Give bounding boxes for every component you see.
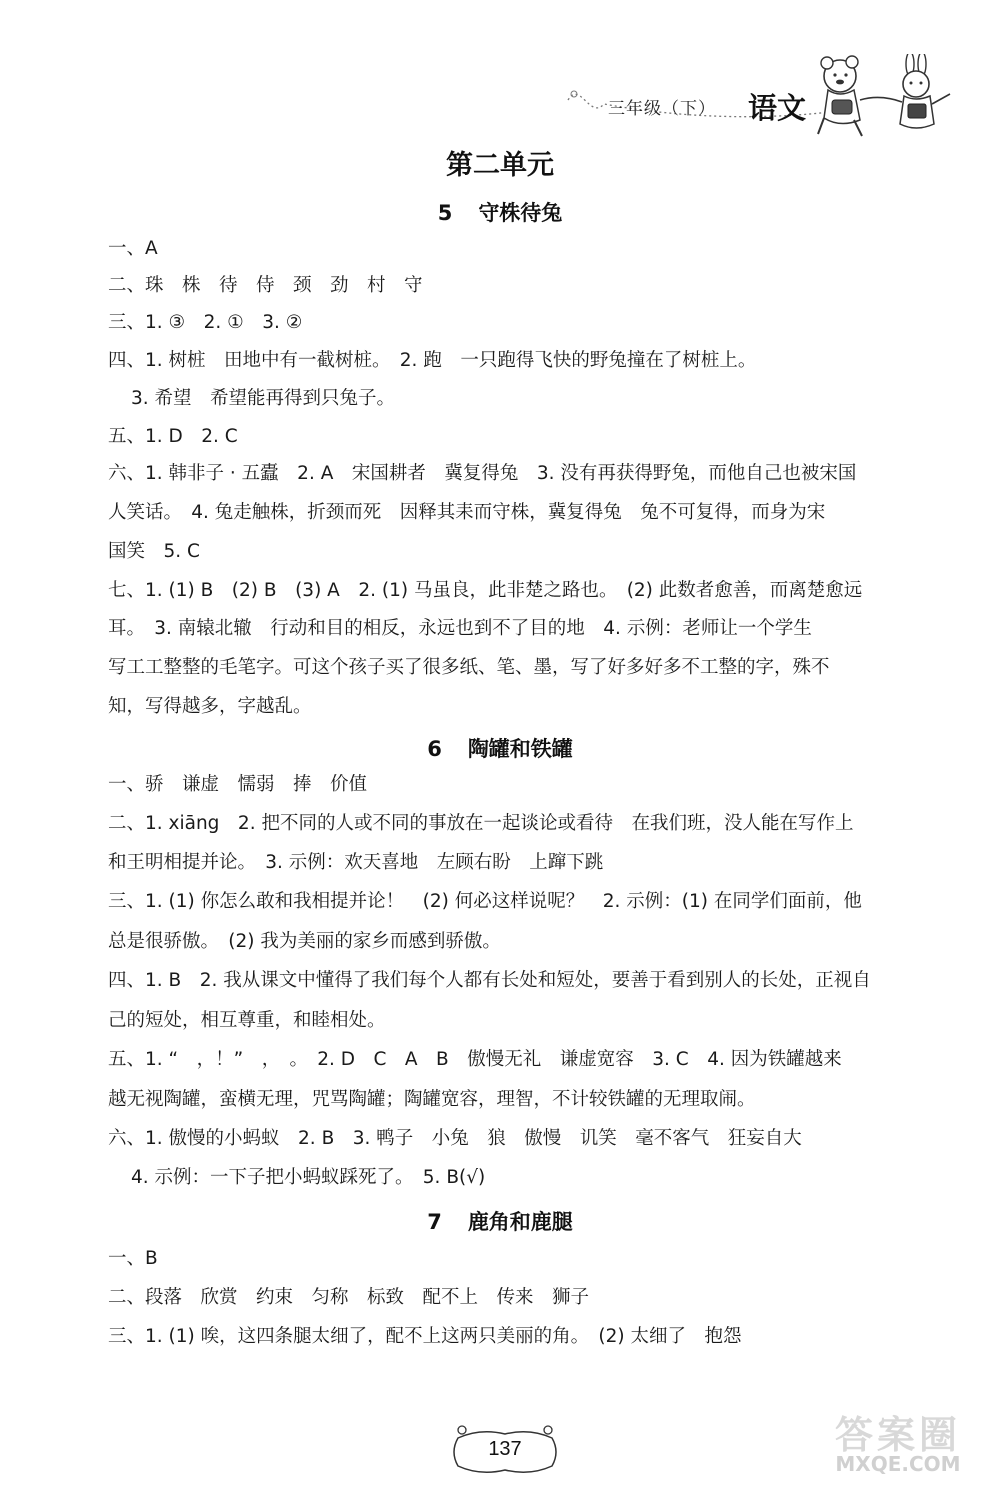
watermark-text: 答案圈 [834, 1413, 961, 1457]
answer-line: 耳。 3. 南辕北辙 行动和目的相反，永远也到不了目的地 4. 示例：老师让一个学生 [108, 618, 812, 639]
lesson-name: 守株待兔 [478, 201, 563, 225]
answer-line: 五、1. “ ，！” ， 。 2. D C A B 傲慢无礼 谦虚宽容 3. C 4. 因为铁罐越来 [108, 1049, 842, 1070]
answer-line: 4. 示例：一下子把小蚂蚁踩死了。 5. B(√) [131, 1167, 486, 1188]
answer-line: 三、1. ③ 2. ① 3. ② [108, 312, 303, 333]
answer-line: 一、A [108, 238, 158, 259]
answer-line: 五、1. D 2. C [108, 426, 238, 447]
answer-line: 总是很骄傲。 (2) 我为美丽的家乡而感到骄傲。 [108, 931, 501, 952]
answer-line: 六、1. 韩非子 · 五蠹 2. A 宋国耕者 冀复得兔 3. 没有再获得野兔，而他自己也被宋国 [108, 463, 857, 484]
header-grade: 三年级（下） [608, 99, 716, 119]
answer-line: 一、骄 谦虚 懦弱 捧 价值 [108, 774, 368, 795]
watermark-logo [808, 1400, 988, 1480]
answer-line: 三、1. (1) 你怎么敢和我相提并论！ (2) 何必这样说呢？ 2. 示例：(1) 在同学们面前，他 [108, 891, 862, 912]
lesson-number: 6 [427, 737, 442, 761]
answer-line: 越无视陶罐，蛮横无理，咒骂陶罐；陶罐宽容，理智，不计较铁罐的无理取闹。 [108, 1089, 756, 1110]
lesson-title [0, 1206, 1000, 1236]
answer-line: 知，写得越多，字越乱。 [108, 696, 312, 717]
page-number-badge [440, 1420, 570, 1480]
lesson-name: 鹿角和鹿腿 [467, 1210, 573, 1234]
answer-line: 人笑话。 4. 兔走触株，折颈而死 因释其耒而守株，冀复得兔 兔不可复得，而身为宋 [108, 502, 826, 523]
answer-line: 三、1. (1) 唉，这四条腿太细了，配不上这两只美丽的角。 (2) 太细了 抱怨 [108, 1326, 742, 1347]
answer-line: 和王明相提并论。 3. 示例：欢天喜地 左顾右盼 上蹿下跳 [108, 852, 604, 873]
answer-line: 四、1. 树桩 田地中有一截树桩。 2. 跑 一只跑得飞快的野兔撞在了树桩上。 [108, 350, 757, 371]
answer-line: 六、1. 傲慢的小蚂蚁 2. B 3. 鸭子 小兔 狼 傲慢 讥笑 毫不客气 狂妄自大 [108, 1128, 802, 1149]
answer-line: 四、1. B 2. 我从课文中懂得了我们每个人都有长处和短处，要善于看到别人的长处，正视自 [108, 970, 871, 991]
page-header [560, 60, 960, 140]
answer-line: 3. 希望 希望能再得到只兔子。 [131, 388, 396, 409]
answer-line: 一、B [108, 1248, 158, 1269]
mascot-illustration [810, 54, 960, 140]
unit-title: 第二单元 [446, 150, 554, 181]
page-number: 137 [488, 1438, 522, 1460]
lesson-title [0, 197, 1000, 227]
answer-line: 二、段落 欣赏 约束 匀称 标致 配不上 传来 狮子 [108, 1287, 590, 1308]
header-subject: 语文 [748, 91, 807, 125]
answer-line: 写工工整整的毛笔字。可这个孩子买了很多纸、笔、墨，写了好多好多不工整的字，殊不 [108, 657, 830, 678]
lesson-number: 5 [437, 201, 453, 225]
lesson-title [0, 733, 1000, 763]
answer-line: 二、珠 株 待 侍 颈 劲 村 守 [108, 275, 423, 296]
answer-line: 二、1. xiāng 2. 把不同的人或不同的事放在一起谈论或看待 在我们班，没人能在写作上 [108, 813, 854, 834]
answer-line: 己的短处，相互尊重，和睦相处。 [108, 1010, 386, 1031]
answer-line: 七、1. (1) B (2) B (3) A 2. (1) 马虽良，此非楚之路也。 (2) 此数者愈善，而离楚愈远 [108, 580, 863, 601]
lesson-number: 7 [427, 1210, 442, 1234]
answer-line: 国笑 5. C [108, 541, 200, 562]
lesson-name: 陶罐和铁罐 [467, 737, 573, 761]
watermark-url: MXQE.COM [835, 1452, 961, 1476]
